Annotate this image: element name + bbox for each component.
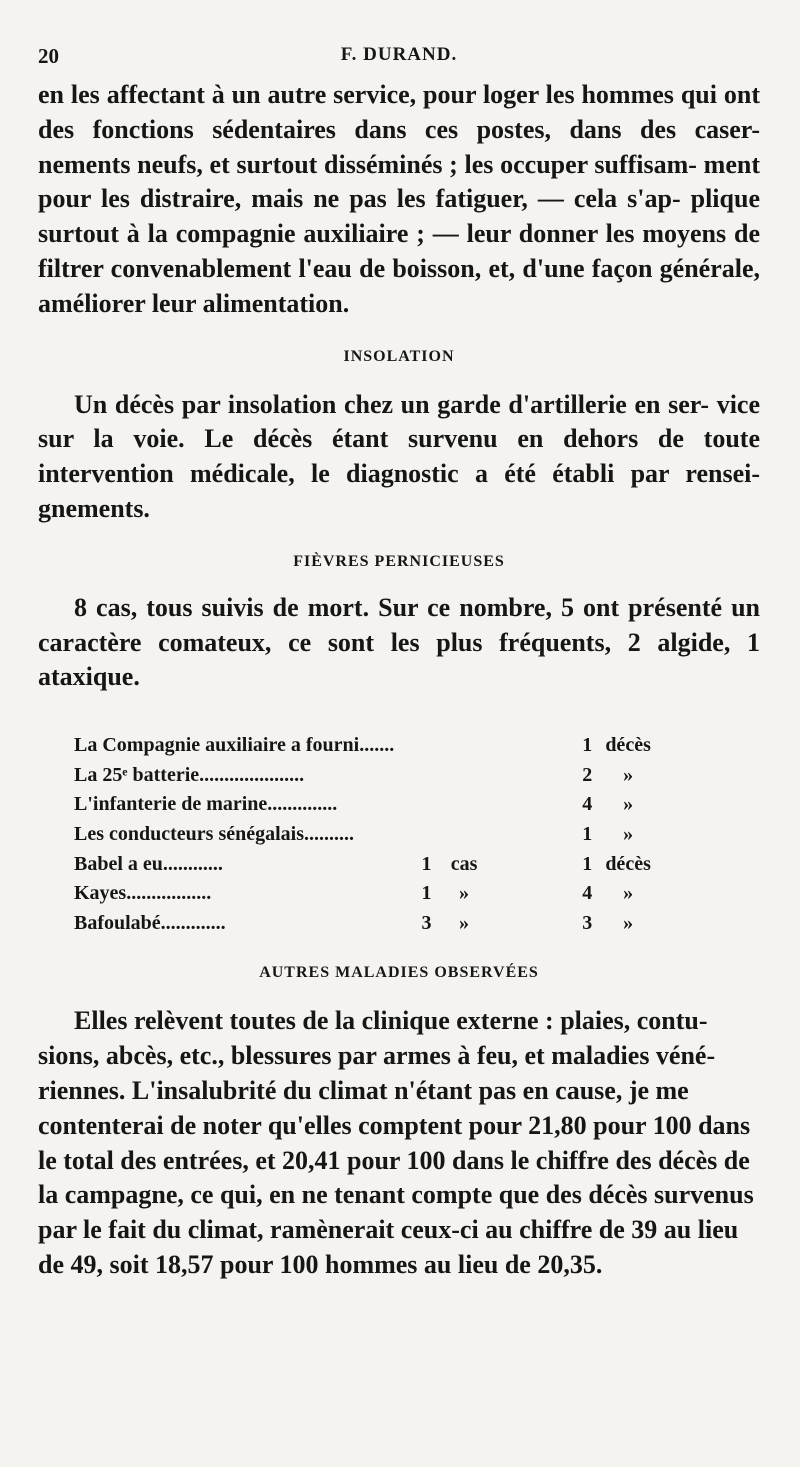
autres-paragraph: Elles relèvent toutes de la clinique externe : plaies, contu- sions, abcès, etc., blessures par armes à feu, et maladies véné- riennes. L'insalubrité du climat n'étant pas en cause, je me contenterai de noter qu'elles comptent pour 21,80 pour 100 dans le total des entrées, et 20,41 pour 100 dans le chiffre des décès de la campagne, ce qui, en ne tenant compte que des décès survenus par le fait du climat, ramènerait ceux-ci au chiffre de 39 au lieu de 49, soit 18,57 pour 100 hommes au lieu de 20,35.: [38, 1006, 754, 1279]
deces-unit: »: [623, 793, 634, 816]
deces-unit: »: [623, 911, 634, 934]
deces-unit: décès: [605, 734, 651, 757]
section-heading-insolation: INSOLATION: [343, 347, 455, 365]
section-heading-fievres: FIÈVRES PERNICIEUSES: [293, 552, 505, 570]
deces-unit: »: [623, 763, 634, 786]
intro-paragraph: en les affectant à un autre service, pour loger les hommes qui ont des fonctions sédentaires dans ces postes, dans des caser- nements neufs, et surtout disséminés ; les occuper suffisam- ment pour les distraire, mais ne pas les fatiguer, — cela s'ap- plique surtout à la compagnie auxiliaire ; — leur donner les moyens de filtrer convenablement l'eau de boisson, et, d'une façon générale, améliorer leur alimentation.: [38, 80, 760, 318]
table-row: [74, 761, 664, 791]
row-label: La Compagnie auxiliaire a fourni.......: [74, 734, 395, 757]
deces-unit: »: [623, 882, 634, 905]
row-label: Les conducteurs sénégalais..........: [74, 822, 354, 845]
deces-count: 1: [582, 822, 593, 845]
table-row: [74, 909, 664, 939]
row-label: L'infanterie de marine..............: [74, 793, 338, 816]
deaths-table: [74, 731, 664, 938]
deces-count: 2: [582, 763, 593, 786]
deces-count: 3: [582, 911, 593, 934]
cas-count: [414, 761, 432, 791]
cas-count: [414, 790, 432, 820]
table-row: [74, 850, 664, 880]
cas-count: 1: [421, 852, 432, 875]
fievres-paragraph: 8 cas, tous suivis de mort. Sur ce nombre, 5 ont présenté un caractère comateux, ce sont les plus fréquents, 2 algide, 1 ataxique.: [38, 592, 760, 692]
running-head: F. DURAND.: [340, 44, 458, 65]
deces-count: 4: [582, 882, 593, 905]
cas-unit: [431, 731, 496, 761]
deces-count: 1: [582, 852, 593, 875]
table-row: [74, 731, 664, 761]
cas-count: [414, 820, 432, 850]
cas-unit: [431, 820, 496, 850]
page-number: 20: [38, 44, 59, 68]
row-label: Babel a eu............: [74, 852, 223, 875]
deces-count: 4: [582, 793, 593, 816]
deces-count: 1: [582, 734, 593, 757]
row-label: Kayes.................: [74, 882, 212, 905]
cas-count: 3: [421, 911, 432, 934]
deces-unit: décès: [605, 852, 651, 875]
cas-unit: [431, 790, 496, 820]
cas-count: 1: [421, 882, 432, 905]
section-heading-autres: AUTRES MALADIES OBSERVÉES: [259, 964, 539, 982]
insolation-paragraph: Un décès par insolation chez un garde d'artillerie en ser- vice sur la voie. Le décès étant survenu en dehors de toute intervention médicale, le diagnostic a été établi par rensei- gnements.: [38, 389, 760, 523]
cas-unit: cas: [450, 852, 478, 875]
cas-count: [414, 731, 432, 761]
table-row: [74, 879, 664, 909]
page-header: [38, 44, 760, 74]
deces-unit: »: [623, 822, 634, 845]
cas-unit: »: [459, 911, 470, 934]
row-label: Bafoulabé.............: [74, 911, 226, 934]
cas-unit: [431, 761, 496, 791]
table-row: [74, 790, 664, 820]
cas-unit: »: [459, 882, 470, 905]
row-label: La 25ᵉ batterie.....................: [74, 763, 305, 786]
page-body: [38, 78, 760, 1283]
table-row: [74, 820, 664, 850]
